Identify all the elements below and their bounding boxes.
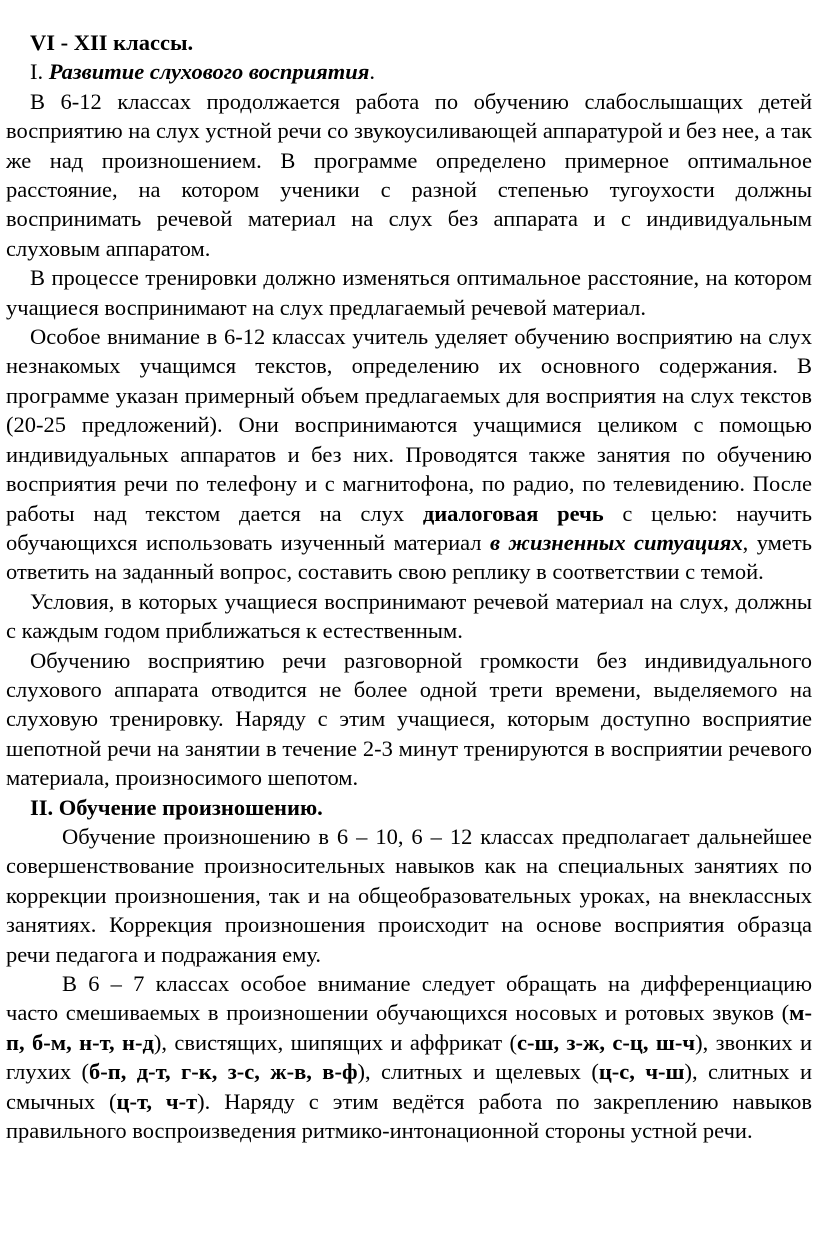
section-1-number: I. — [30, 59, 49, 85]
section-1-title-end: . — [369, 59, 375, 85]
sibilant-pairs: с-ш, з-ж, с-ц, ш-ч — [516, 1029, 696, 1055]
paragraph-7 — [6, 969, 812, 1145]
paragraph-4: Условия, в которых учащиеся воспринимают речевой материал на слух, должны с каждым годом приближаться к естественным. — [6, 588, 812, 644]
paragraph-5: Обучению восприятию речи разговорной громкости без индивидуального слухового аппарата отводится не более одной трети времени, выделяемого на слуховую тренировку. Наряду с этим учащиеся, которым доступно восприятие шепотной речи на занятии в течение 2-3 минут тренируются в восприятии речевого материала, произносимого шепотом. — [6, 647, 812, 791]
paragraph-7-text-2: ), свистящих, шипящих и аффрикат ( — [153, 1029, 517, 1055]
paragraph-3-text-2: с целью: научить обучающихся использовать изученный материал — [6, 500, 812, 555]
paragraph-7-text-6: ). Наряду с этим ведётся работа по закреплению навыков правильного воспроизведения ритмико-интонационной стороны устной речи. — [6, 1088, 812, 1144]
paragraph-1: В 6-12 классах продолжается работа по обучению слабослышащих детей восприятию на слух устной речи со звукоусиливающей аппаратурой и без нее, а так же над произношением. В программе определено примерное оптимальное расстояние, на котором ученики с разной степенью тугоухости должны воспринимать речевой материал на слух без аппарата и с индивидуальным слуховым аппаратом. — [6, 88, 812, 261]
paragraph-2: В процессе тренировки должно изменяться оптимальное расстояние, на котором учащиеся воспринимают на слух предлагаемый речевой материал. — [6, 265, 812, 320]
section-1-title: Развитие слухового восприятия — [48, 59, 370, 85]
voiced-voiceless-pairs: б-п, д-т, г-к, з-с, ж-в, в-ф — [89, 1059, 358, 1085]
nasal-oral-pairs: м-п, б-м, н-т, н-д — [6, 1000, 812, 1055]
paragraph-7-text-4: ), слитных и щелевых ( — [357, 1059, 599, 1085]
affricate-stop-pairs: ц-т, ч-т — [116, 1088, 198, 1114]
grades-heading: VI - XII классы. — [30, 30, 194, 55]
paragraph-6: Обучение произношению в 6 – 10, 6 – 12 классах предполагает дальнейшее совершенствование произносительных навыков как на специальных занятиях по коррекции произношения, так и на общеобразовательных уроках, на внеклассных занятиях. Коррекция произношения происходит на основе восприятия образца речи педагога и подражания ему. — [6, 823, 812, 967]
dialog-speech-term: диалоговая речь — [422, 500, 604, 526]
section-2-heading: II. Обучение произношению. — [30, 794, 323, 820]
paragraph-3-text-3: , уметь ответить на заданный вопрос, составить свою реплику в соответствии с темой. — [6, 529, 812, 585]
paragraph-7-text-5: ), слитных и смычных ( — [6, 1059, 812, 1114]
paragraph-3-text-1: Особое внимание в 6-12 классах учитель уделяет обучению восприятию на слух незнакомых учащимся текстов, определению их основного содержания. В программе указан примерный объем предлагаемых для восприятия на слух текстов (20-25 предложений). Они воспринимаются учащимися целиком с помощью индивидуальных аппаратов и без них. Проводятся также занятия по обучению восприятия речи по телефону и с магнитофона, по радио, по телевидению. После работы над текстом дается на слух — [6, 324, 812, 526]
paragraph-7-text-3: ), звонких и глухих ( — [6, 1029, 812, 1085]
affricate-fricative-pairs: ц-с, ч-ш — [598, 1059, 685, 1085]
paragraph-3 — [6, 322, 812, 587]
paragraph-7-text-1: В 6 – 7 классах особое внимание следует обращать на дифференциацию часто смешиваемых в произношении обучающихся носовых и ротовых звуков ( — [6, 971, 812, 1026]
section-1-heading — [6, 57, 812, 86]
life-situations-term: в жизненных ситуациях — [490, 529, 743, 555]
